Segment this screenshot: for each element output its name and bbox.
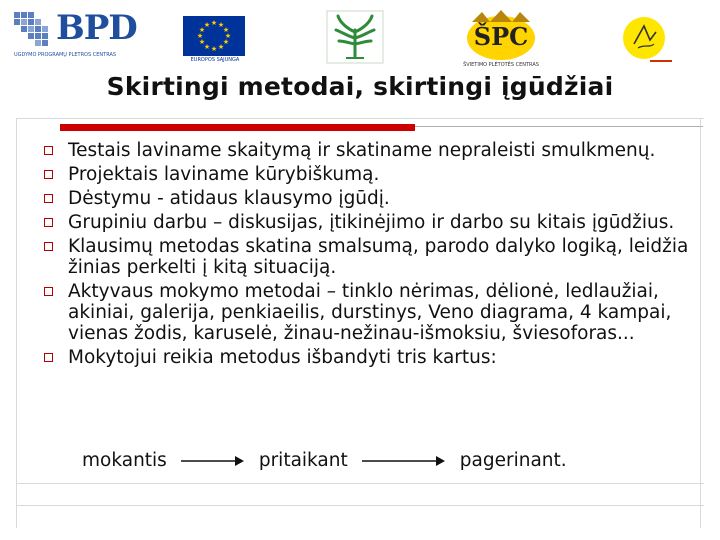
- yellow-sun-icon: [620, 14, 672, 66]
- arrow-right-icon: [181, 455, 245, 467]
- svg-text:★: ★: [210, 19, 218, 27]
- list-item: [44, 164, 694, 185]
- bullet-text: Aktyvaus mokymo metodai – tinklo nėrimas, dėlionė, ledlaužiai, akiniai, galerija, penkiaeilis, durstinys, Veno diagrama, 4 kampai, vienas žodis, karuselė, žinau-nežinau-išmoksiu, šviesoforas...: [68, 281, 672, 344]
- svg-text:★: ★: [217, 21, 225, 29]
- square-bullet-icon: [44, 170, 53, 179]
- svg-text:★: ★: [210, 45, 218, 53]
- svg-text:★: ★: [217, 43, 225, 51]
- eu-flag-icon: [183, 16, 245, 56]
- spc-logo-caption: ŠVIETIMO PLĖTOTĖS CENTRAS: [463, 62, 539, 68]
- square-bullet-icon: [44, 287, 53, 296]
- eu-logo-caption: EUROPOS SĄJUNGA: [190, 57, 240, 63]
- square-bullet-icon: [44, 146, 53, 155]
- list-item: [44, 140, 694, 161]
- list-item: [44, 236, 694, 278]
- svg-text:★: ★: [198, 38, 206, 46]
- grid-line-v1: [16, 118, 17, 528]
- grid-line-h1: [16, 118, 704, 119]
- bpd-logo: [10, 6, 140, 62]
- svg-text:★: ★: [198, 26, 206, 34]
- square-bullet-icon: [44, 218, 53, 227]
- bullet-text: Dėstymu - atidaus klausymo įgūdį.: [68, 188, 390, 209]
- list-item: [44, 188, 694, 209]
- title-divider-bar: [60, 124, 415, 131]
- bullet-list: [44, 140, 694, 371]
- sequence-step-2: pritaikant: [258, 450, 348, 471]
- svg-text:★: ★: [222, 26, 230, 34]
- bullet-text: Mokytojui reikia metodus išbandyti tris kartus:: [68, 347, 497, 368]
- logo-strip: [0, 0, 720, 70]
- spc-logo-text: ŠPC: [473, 22, 529, 51]
- bullet-text: Testais lavinamе skaitymą ir skatiname nepraleisti smulkmenų.: [68, 140, 656, 161]
- square-bullet-icon: [44, 194, 53, 203]
- square-bullet-icon: [44, 353, 53, 362]
- list-item: [44, 347, 694, 368]
- green-tree-logo: [326, 10, 384, 64]
- bpd-logo-caption: UGDYMO PROGRAMŲ PLĖTROS CENTRAS: [14, 52, 117, 58]
- arrow-right-icon: [362, 455, 446, 467]
- list-item: [44, 281, 694, 344]
- spc-logo: [462, 8, 540, 70]
- svg-text:★: ★: [196, 32, 204, 40]
- grid-line-v2: [700, 118, 701, 528]
- bullet-text: Grupiniu darbu – diskusijas, įtikinėjimo ir darbo su kitais įgūdžius.: [68, 212, 675, 233]
- square-bullet-icon: [44, 242, 53, 251]
- list-item: [44, 212, 694, 233]
- bpd-logo-text: BPD: [56, 8, 137, 48]
- svg-text:★: ★: [203, 21, 211, 29]
- bullet-text: Projektais laviname kūrybiškumą.: [68, 164, 380, 185]
- yellow-circle-logo: [620, 14, 672, 66]
- title-divider-line: [415, 126, 703, 127]
- grid-line-h2: [16, 483, 704, 484]
- svg-text:★: ★: [203, 43, 211, 51]
- svg-text:★: ★: [222, 38, 230, 46]
- learning-sequence: [82, 450, 567, 472]
- bullet-text: Klausimų metodas skatina smalsumą, parodo dalyko logiką, leidžia žinias perkelti į kitą situaciją.: [68, 236, 689, 278]
- sequence-step-3: pagerinant.: [459, 450, 567, 471]
- tree-icon: [326, 10, 384, 64]
- grid-line-h3: [16, 505, 704, 506]
- slide-title: Skirtingi metodai, skirtingi įgūdžiai: [106, 72, 614, 101]
- svg-text:★: ★: [224, 32, 232, 40]
- sequence-step-1: mokantis: [82, 450, 167, 471]
- eu-logo: [183, 16, 247, 64]
